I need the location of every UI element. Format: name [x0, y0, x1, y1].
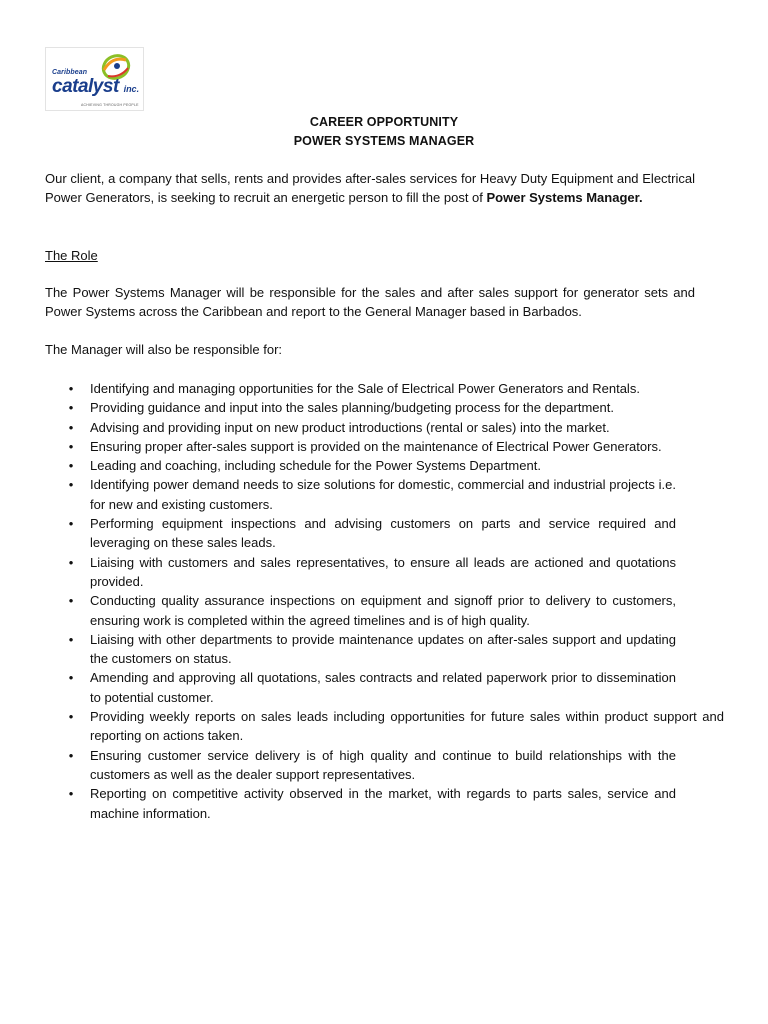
list-item [45, 514, 725, 553]
list-item-text: Conducting quality assurance inspections on equipment and signoff prior to delivery to customers, ensuring work is completed within the agreed timelines and is of high quality. [90, 593, 676, 628]
bullet-icon: • [68, 709, 74, 725]
bullet-icon: • [68, 631, 74, 647]
list-item-text: Ensuring proper after-sales support is provided on the maintenance of Electrical Power Generators. [90, 438, 662, 454]
bullet-icon: • [68, 419, 74, 435]
bullet-icon: • [68, 593, 74, 609]
list-item-text: Liaising with other departments to provide maintenance updates on after-sales support and updating the customers on status. [90, 631, 676, 667]
bullet-icon: • [68, 438, 74, 454]
header-job-title: POWER SYSTEMS MANAGER [293, 134, 475, 148]
responsibilities-list [45, 379, 725, 823]
logo-tagline: ACHIEVING THROUGH PEOPLE [81, 103, 139, 107]
list-item [45, 707, 725, 746]
logo-caribbean-text: Caribbean [52, 69, 88, 76]
list-item [45, 398, 725, 417]
list-item [45, 784, 725, 823]
responsibilities-lead-in: The Manager will also be responsible for: [45, 342, 283, 357]
list-item [45, 379, 725, 398]
logo-inc-text: inc. [123, 84, 140, 94]
list-item [45, 668, 725, 707]
intro-job-title: Power Systems Manager. [486, 190, 643, 205]
list-item [45, 591, 725, 630]
list-item [45, 630, 725, 669]
list-item-text: Identifying power demand needs to size solutions for domestic, commercial and industrial projects i.e. for new and existing customers. [90, 477, 676, 512]
list-item-text: Reporting on competitive activity observed in the market, with regards to parts sales, service and machine information. [90, 786, 676, 821]
list-item-text: Leading and coaching, including schedule for the Power Systems Department. [90, 458, 541, 474]
list-item-text: Ensuring customer service delivery is of high quality and continue to build relationships with the customers as well as the dealer support representatives. [90, 747, 676, 782]
list-item [45, 746, 725, 785]
list-item-text: Advising and providing input on new product introductions (rental or sales) into the market. [90, 419, 610, 435]
list-item-text: Liaising with customers and sales representatives, to ensure all leads are actioned and quotations provided. [90, 554, 676, 589]
bullet-icon: • [68, 477, 74, 493]
list-item [45, 456, 725, 475]
bullet-icon: • [68, 786, 74, 802]
bullet-icon: • [68, 516, 74, 532]
list-item [45, 553, 725, 592]
bullet-icon: • [68, 381, 74, 396]
list-item-text: Amending and approving all quotations, sales contracts and related paperwork prior to dissemination to potential customer. [90, 670, 676, 705]
bullet-icon: • [68, 400, 74, 416]
bullet-icon: • [68, 670, 74, 686]
list-item-text: Identifying and managing opportunities for the Sale of Electrical Power Generators and Rentals. [90, 381, 640, 396]
intro-paragraph [45, 169, 695, 207]
bullet-icon: • [68, 747, 74, 763]
list-item-text: Providing weekly reports on sales leads including opportunities for future sales within product support and reporting on actions taken. [90, 709, 724, 744]
header-career-opportunity: CAREER OPPORTUNITY [309, 115, 459, 129]
logo-catalyst-text [52, 76, 139, 100]
list-item-text: Providing guidance and input into the sales planning/budgeting process for the department. [90, 400, 614, 416]
role-paragraph: The Power Systems Manager will be responsible for the sales and after sales support for generator sets and Power Systems across the Caribbean and report to the General Manager based in Barbados. [45, 285, 695, 319]
section-title-role: The Role [45, 248, 98, 263]
list-item [45, 418, 725, 437]
list-item-text: Performing equipment inspections and advising customers on parts and service required and leveraging on these sales leads. [90, 516, 676, 551]
logo-catalyst-word: catalyst [52, 76, 119, 97]
list-item [45, 475, 725, 514]
company-logo [45, 47, 144, 111]
bullet-icon: • [68, 458, 74, 474]
list-item [45, 437, 725, 456]
intro-text: Our client, a company that sells, rents and provides after-sales services for Heavy Duty Equipment and Electrical Power Generators, is seeking to recruit an energetic person to fill the post of [45, 171, 695, 205]
bullet-icon: • [68, 554, 74, 570]
